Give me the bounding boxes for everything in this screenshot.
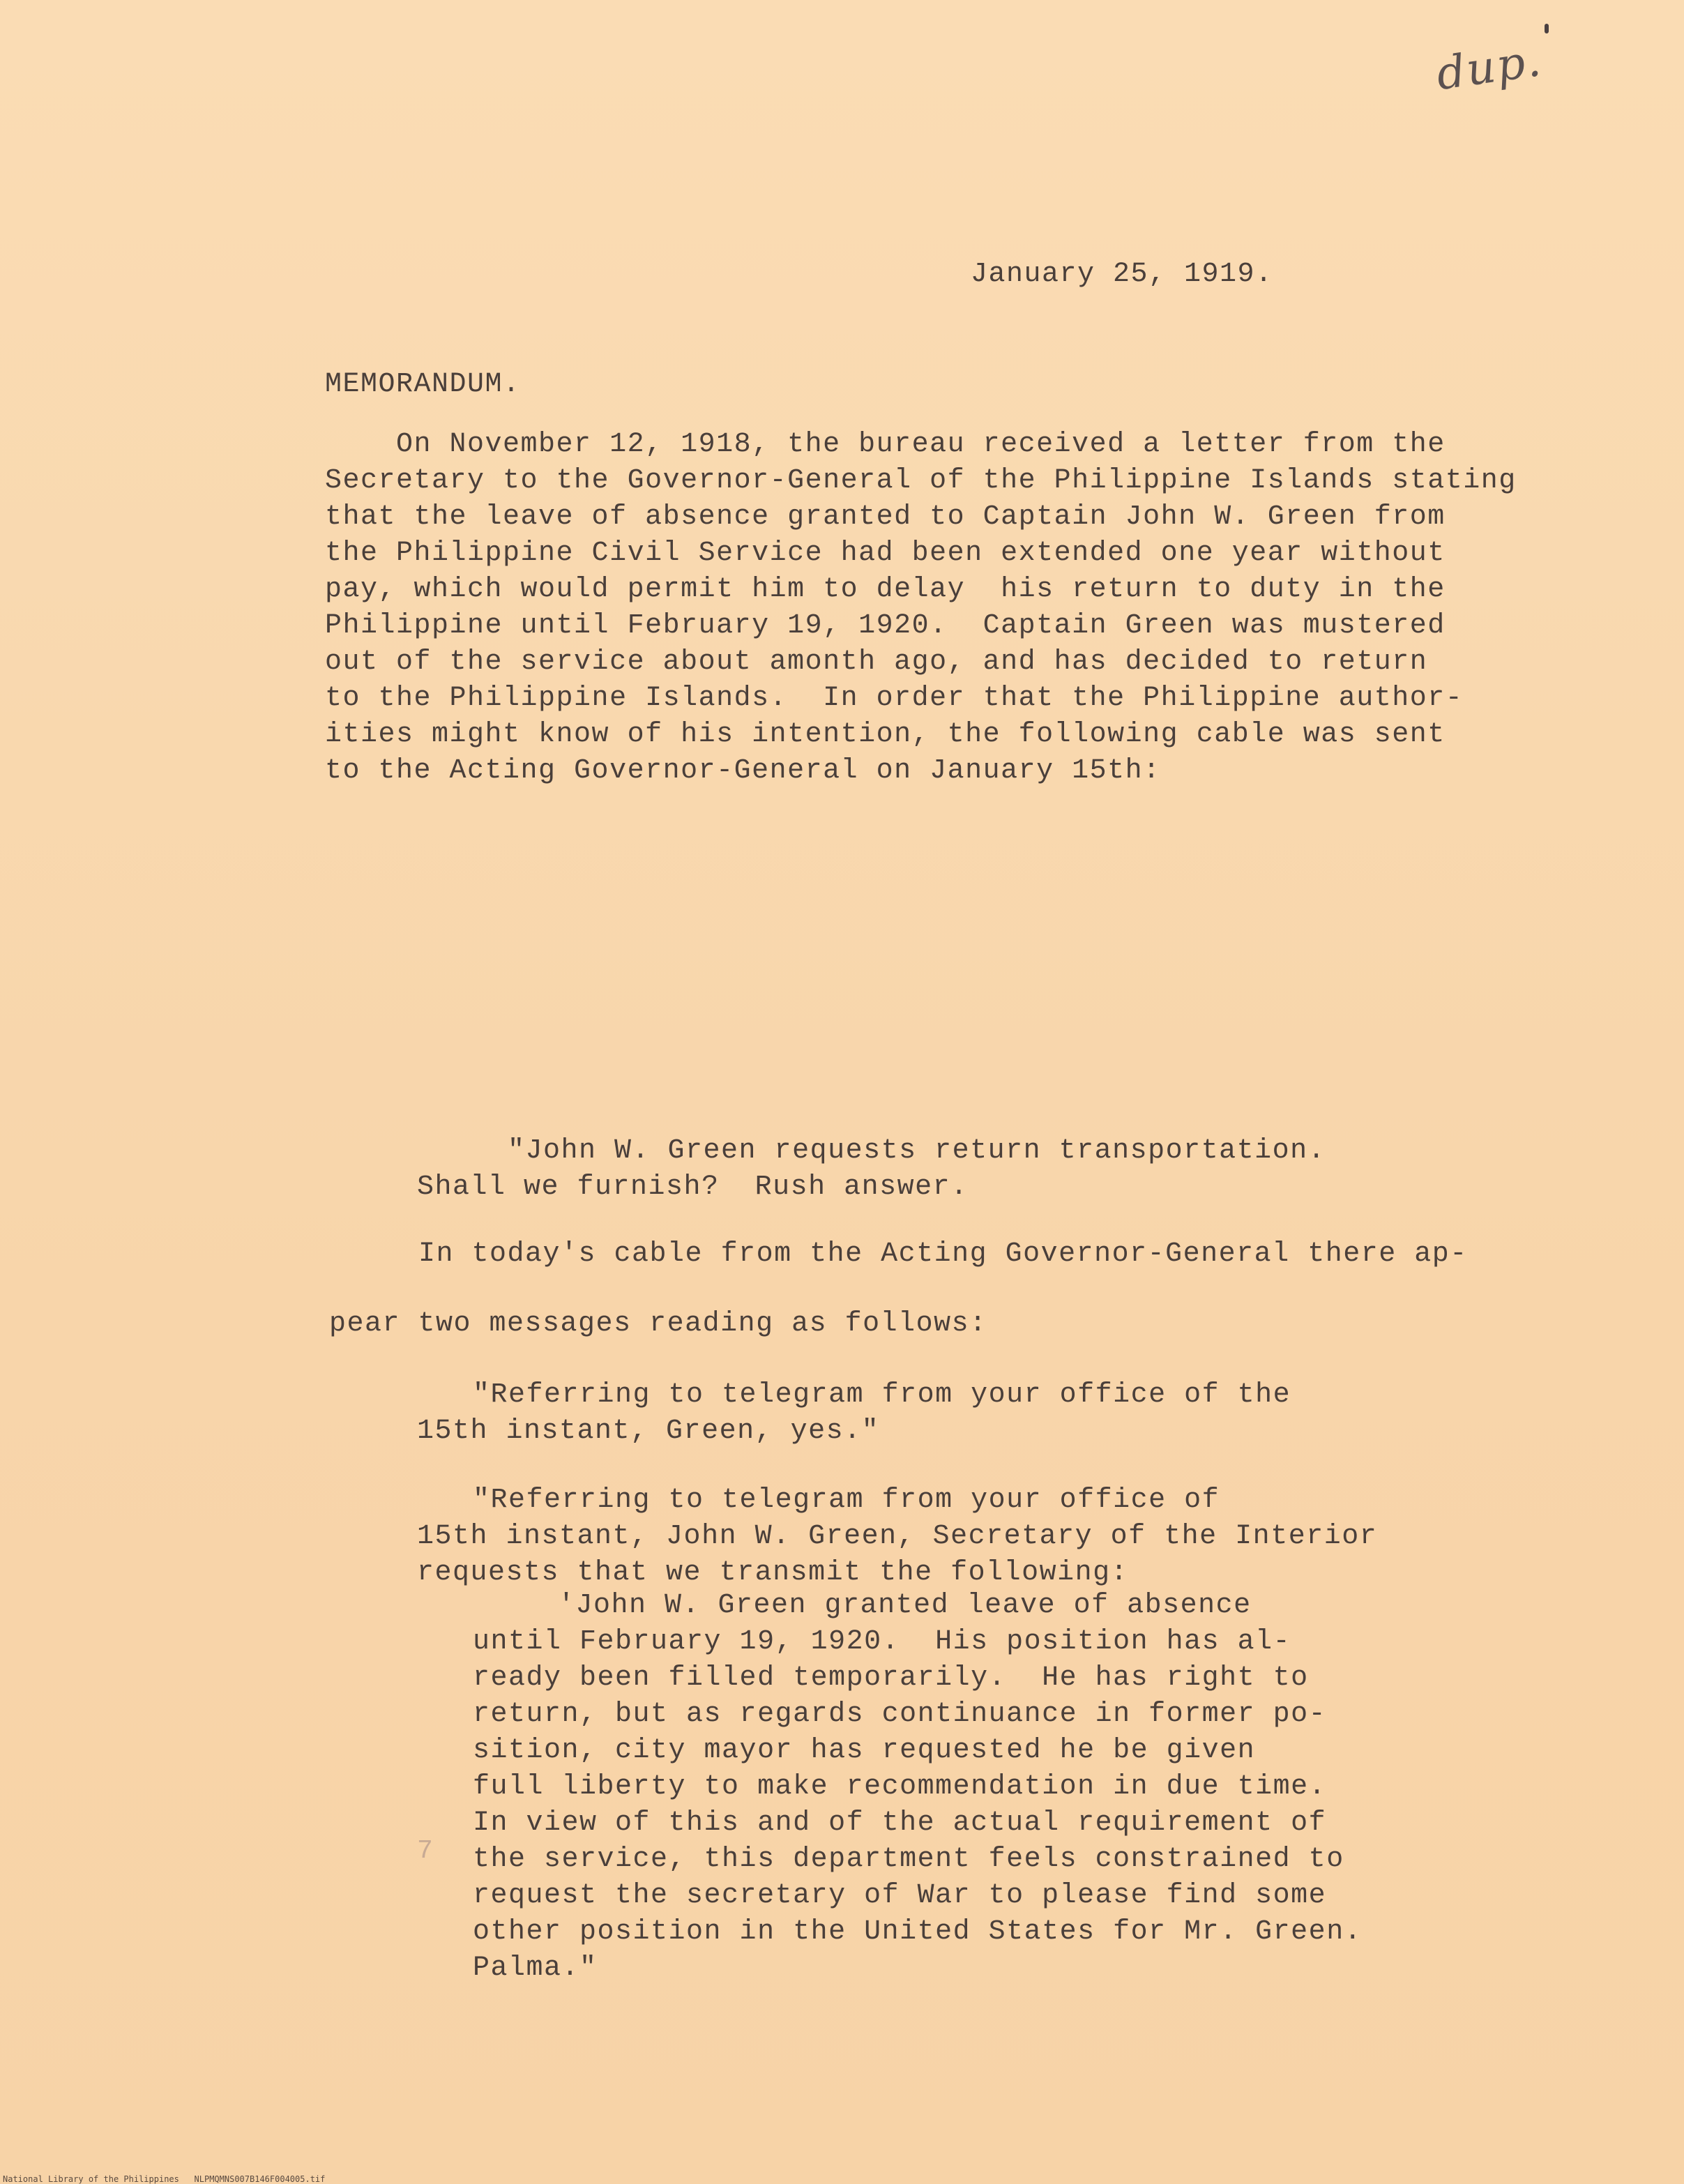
paragraph-line: to the Philippine Islands. In order that the Philippine author- xyxy=(325,683,1464,714)
paragraph-line: that the leave of absence granted to Captain John W. Green from xyxy=(325,501,1446,533)
paragraph-2-line: In today's cable from the Acting Governor-General there ap- xyxy=(418,1238,1468,1270)
paragraph-line: Secretary to the Governor-General of the Philippine Islands stating xyxy=(325,465,1517,496)
handwritten-annotation: dup. xyxy=(1433,34,1545,101)
quote-line: the service, this department feels constrained to xyxy=(473,1844,1344,1875)
quote-line: 15th instant, John W. Green, Secretary of the Interior xyxy=(417,1521,1378,1552)
message-1-quote xyxy=(417,1377,1291,1450)
quote-line: ready been filled temporarily. He has right to xyxy=(473,1662,1309,1694)
quote-line: request the secretary of War to please find some xyxy=(473,1880,1327,1911)
paragraph-2-line: pear two messages reading as follows: xyxy=(329,1308,987,1340)
quote-line: other position in the United States for Mr. Green. xyxy=(473,1916,1363,1948)
paragraph-line: out of the service about amonth ago, and has decided to return xyxy=(325,646,1428,678)
cable-sent-quote xyxy=(417,1133,1326,1206)
paragraph-1 xyxy=(325,427,1517,789)
quote-line: sition, city mayor has requested he be given xyxy=(473,1735,1256,1766)
quote-line: "Referring to telegram from your office of xyxy=(473,1485,1220,1516)
quote-line: return, but as regards continuance in former po- xyxy=(473,1699,1327,1730)
paragraph-line: ities might know of his intention, the following cable was sent xyxy=(325,719,1446,750)
quote-line: until February 19, 1920. His position has al- xyxy=(473,1626,1291,1658)
memo-date: January 25, 1919. xyxy=(971,259,1273,290)
quote-line: Palma." xyxy=(473,1952,598,1984)
ink-mark xyxy=(1545,24,1549,33)
quote-line: In view of this and of the actual requirement of xyxy=(473,1807,1327,1839)
memo-heading: MEMORANDUM. xyxy=(325,369,521,400)
paragraph-line: Philippine until February 19, 1920. Captain Green was mustered xyxy=(325,610,1446,642)
quote-line: "Referring to telegram from your office of the xyxy=(473,1379,1291,1411)
quote-line: "John W. Green requests return transportation. xyxy=(508,1135,1326,1167)
quote-line: 15th instant, Green, yes." xyxy=(417,1416,880,1447)
paragraph-line: On November 12, 1918, the bureau received a letter from the xyxy=(325,429,1446,460)
paragraph-line: pay, which would permit him to delay his return to duty in the xyxy=(325,574,1446,605)
quote-line: full liberty to make recommendation in due time. xyxy=(473,1771,1327,1803)
inner-message-quote xyxy=(473,1588,1362,1987)
archive-footer: National Library of the Philippines NLPMQMNS007B146F004005.tif xyxy=(3,2174,326,2184)
quote-line: 'John W. Green granted leave of absence xyxy=(558,1590,1252,1621)
paragraph-line: the Philippine Civil Service had been extended one year without xyxy=(325,538,1446,569)
quote-line: Shall we furnish? Rush answer. xyxy=(417,1171,969,1203)
paragraph-line: to the Acting Governor-General on January 15th: xyxy=(325,755,1161,787)
margin-mark: 7 xyxy=(417,1836,433,1866)
quote-line: requests that we transmit the following: xyxy=(417,1557,1129,1588)
message-2-quote xyxy=(417,1482,1377,1591)
